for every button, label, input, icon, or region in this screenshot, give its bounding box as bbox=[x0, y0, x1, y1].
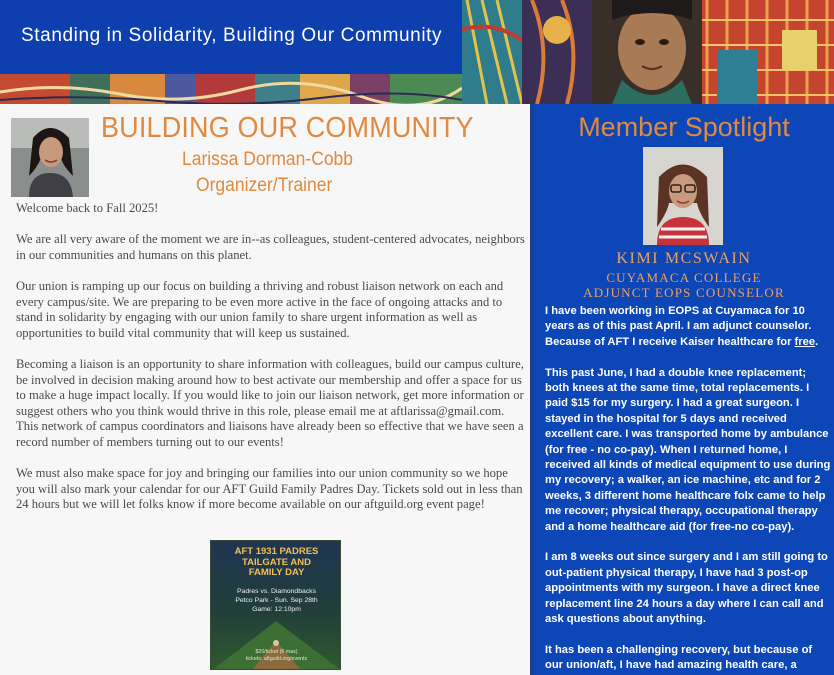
member-title: ADJUNCT EOPS COUNSELOR bbox=[583, 285, 785, 300]
mural-artwork bbox=[462, 0, 834, 104]
member-college: CUYAMACA COLLEGE bbox=[606, 270, 762, 285]
mural-strip bbox=[0, 74, 462, 104]
spotlight-story bbox=[545, 304, 833, 675]
spotlight-heading: Member Spotlight bbox=[578, 112, 790, 142]
poster-ticket-info: $20/ticket (6 max) tickets: aftguild.org/events bbox=[245, 649, 308, 662]
story-paragraph: I have been working in EOPS at Cuyamaca for 10 years as of this past April. I am adjunct counselor. Because of AFT I receive Kaiser healthcare for free. bbox=[545, 305, 819, 348]
author-role: Organizer/Trainer bbox=[196, 175, 333, 196]
header-banner bbox=[0, 0, 834, 104]
article-paragraph: Becoming a liaison is an opportunity to share information with colleagues, build our campus culture, be involved in decision making around how to best activate our membership and offer a space for us to make a huge impact locally. If you would like to join our liaison network, get more information or suggest others who you think would thrive in this role, please email me at aftlarissa@gmail.com. This network of campus coordinators and liaisons have already been so effective that we have seen a record number of members turning out to our events! bbox=[16, 356, 524, 449]
article-paragraph: Our union is ramping up our focus on building a thriving and robust liaison network on each and every campus/site. We are preparing to be even more active in the face of ongoing attacks and to stand in solidarity by engaging with our union family to share urgent information as well as opportunities to build vital community that will keep us sustained. bbox=[16, 278, 504, 340]
author-photo bbox=[11, 118, 89, 197]
story-paragraph: I am 8 weeks out since surgery and I am still going to out-patient physical therapy, I have had 3 post-op appointments with my surgeon. I have a direct knee replacement line 24 hours a day where I can call and ask questions about anything. bbox=[545, 551, 828, 626]
tagline-box bbox=[0, 0, 462, 74]
article-paragraph: We are all very aware of the moment we are in--as colleagues, student-centered advocates, neighbors in our communities and humans on this planet. bbox=[16, 232, 525, 262]
free-emphasis: free bbox=[794, 335, 816, 348]
member-name: KIMI MCSWAIN bbox=[616, 250, 752, 267]
member-spotlight bbox=[530, 104, 834, 675]
banner-tagline: Standing in Solidarity, Building Our Community bbox=[21, 25, 443, 46]
padres-day-poster bbox=[210, 540, 341, 670]
member-photo bbox=[643, 147, 723, 245]
article-body bbox=[16, 201, 526, 528]
poster-title: AFT 1931 PADRES TAILGATE AND FAMILY DAY bbox=[234, 546, 319, 578]
story-paragraph: This past June, I had a double knee replacement; both knees at the same time, total replacements. I paid $15 for my surgery. I had a great surgeon. I stayed in the hospital for 5 days and received excellent care. I was transported home by ambulance (for free - no co-pay). When I returned home, I received all kinds of medical equipment to use during my recovery; a walker, an ice machine, etc and for 2 weeks, 3 different home healthcare folx came to help me recover; physical therapy, occupational therapy and a home healthcare aid (for free-no co-pay). bbox=[545, 366, 831, 533]
poster-details: Padres vs. Diamondbacks Petco Park - Sun. Sep 28th Game: 12:10pm bbox=[235, 588, 318, 613]
author-name: Larissa Dorman-Cobb bbox=[182, 149, 353, 170]
story-paragraph: It has been a challenging recovery, but because of our union/aft, I have had amazing health care, a bbox=[545, 643, 813, 672]
article-paragraph: We must also make space for joy and bringing our families into our union community so we hope you will also mark your calendar for our AFT Guild Family Padres Day. Tickets sold out in less than 24 hours but we will let folks know if more become available on our aftguild.org event page! bbox=[16, 466, 523, 512]
article-column bbox=[0, 104, 530, 675]
article-paragraph: Welcome back to Fall 2025! bbox=[16, 201, 159, 215]
article-heading: BUILDING OUR COMMUNITY bbox=[101, 112, 474, 144]
